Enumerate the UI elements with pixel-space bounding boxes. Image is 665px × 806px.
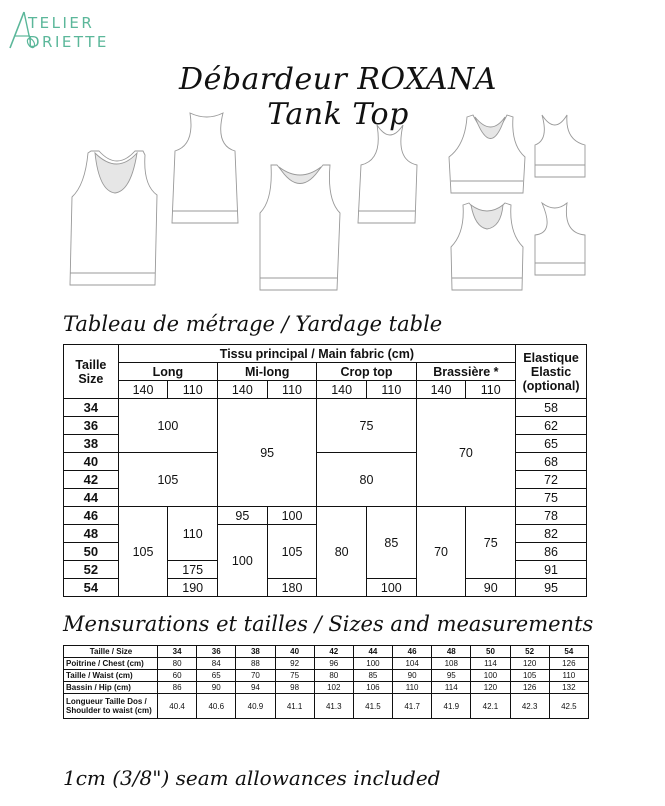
measurements-section-title: Mensurations et tailles / Sizes and measurements	[63, 612, 594, 636]
size-cell: 48	[64, 525, 119, 543]
value-cell: 105	[510, 670, 549, 682]
width-140: 140	[317, 381, 367, 399]
elastic-cell: 82	[516, 525, 587, 543]
yardage-cell: 95	[218, 399, 317, 507]
yardage-table	[63, 344, 587, 597]
size-cell: 36	[64, 417, 119, 435]
width-110: 110	[168, 381, 218, 399]
size-cell: 46	[64, 507, 119, 525]
size-col-header: 48	[432, 646, 471, 658]
value-cell: 41.3	[314, 694, 353, 719]
seam-allowance-note: 1cm (3/8") seam allowances included	[63, 766, 441, 790]
yardage-cell: 180	[267, 579, 317, 597]
yardage-cell: 90	[466, 579, 516, 597]
yardage-cell: 100	[118, 399, 217, 453]
size-col-header: 34	[158, 646, 197, 658]
table-row-hip	[64, 682, 589, 694]
yardage-cell: 110	[168, 507, 218, 561]
value-cell: 90	[393, 670, 432, 682]
elastic-cell: 86	[516, 543, 587, 561]
value-cell: 114	[471, 658, 510, 670]
crop-top-back-illustration	[535, 115, 585, 177]
yardage-cell: 75	[317, 399, 416, 453]
value-cell: 110	[393, 682, 432, 694]
size-col-header: 52	[510, 646, 549, 658]
value-cell: 126	[549, 658, 588, 670]
yardage-cell: 75	[466, 507, 516, 579]
yardage-section-title: Tableau de métrage / Yardage table	[63, 312, 443, 336]
value-cell: 42.5	[549, 694, 588, 719]
crop-top-front-illustration	[449, 115, 525, 193]
yardage-cell: 70	[416, 399, 515, 507]
elastic-cell: 62	[516, 417, 587, 435]
garment-illustrations	[55, 105, 600, 305]
yardage-cell: 105	[118, 507, 168, 597]
value-cell: 40.9	[236, 694, 275, 719]
value-cell: 41.1	[275, 694, 314, 719]
size-header: Taille / Size	[64, 646, 158, 658]
yardage-cell: 190	[168, 579, 218, 597]
yardage-cell: 80	[317, 453, 416, 507]
yardage-cell: 105	[267, 525, 317, 579]
yardage-cell: 105	[118, 453, 217, 507]
logo-text-line1: TELIER	[28, 14, 95, 32]
value-cell: 42.1	[471, 694, 510, 719]
row-label: Longueur Taille Dos / Shoulder to waist (cm)	[64, 694, 158, 719]
value-cell: 40.6	[197, 694, 236, 719]
value-cell: 100	[353, 658, 392, 670]
elastic-cell: 75	[516, 489, 587, 507]
value-cell: 102	[314, 682, 353, 694]
value-cell: 120	[471, 682, 510, 694]
size-col-header: 50	[471, 646, 510, 658]
size-cell: 50	[64, 543, 119, 561]
value-cell: 94	[236, 682, 275, 694]
tank-milong-back-illustration	[358, 125, 417, 223]
size-col-header: 54	[549, 646, 588, 658]
value-cell: 41.7	[393, 694, 432, 719]
value-cell: 85	[353, 670, 392, 682]
elastic-cell: 78	[516, 507, 587, 525]
size-col-header: 40	[275, 646, 314, 658]
tank-long-front-illustration	[70, 151, 157, 285]
group-milong: Mi-long	[218, 363, 317, 381]
width-140: 140	[118, 381, 168, 399]
tank-long-back-illustration	[172, 113, 238, 223]
table-row-waist	[64, 670, 589, 682]
yardage-cell: 100	[218, 525, 268, 597]
value-cell: 41.9	[432, 694, 471, 719]
yardage-cell: 70	[416, 507, 466, 597]
bralette-back-illustration	[535, 203, 585, 275]
width-110: 110	[267, 381, 317, 399]
width-110: 110	[466, 381, 516, 399]
row-label: Poitrine / Chest (cm)	[64, 658, 158, 670]
value-cell: 80	[158, 658, 197, 670]
yardage-cell: 80	[317, 507, 367, 597]
main-fabric-header: Tissu principal / Main fabric (cm)	[118, 345, 515, 363]
tank-milong-front-illustration	[260, 165, 340, 290]
value-cell: 114	[432, 682, 471, 694]
size-col-header: 42	[314, 646, 353, 658]
width-140: 140	[218, 381, 268, 399]
value-cell: 65	[197, 670, 236, 682]
brand-logo	[6, 10, 126, 50]
yardage-cell: 175	[168, 561, 218, 579]
value-cell: 96	[314, 658, 353, 670]
elastic-cell: 72	[516, 471, 587, 489]
value-cell: 80	[314, 670, 353, 682]
size-cell: 40	[64, 453, 119, 471]
size-col-header: 36	[197, 646, 236, 658]
width-140: 140	[416, 381, 466, 399]
elastic-cell: 91	[516, 561, 587, 579]
size-col-header: 46	[393, 646, 432, 658]
value-cell: 41.5	[353, 694, 392, 719]
page-title: Débardeur ROXANA Tank Top	[179, 62, 497, 132]
elastic-cell: 65	[516, 435, 587, 453]
size-header: Taille Size	[64, 345, 119, 399]
elastic-cell: 95	[516, 579, 587, 597]
yardage-cell: 100	[367, 579, 417, 597]
group-long: Long	[118, 363, 217, 381]
value-cell: 40.4	[158, 694, 197, 719]
measurements-table	[63, 645, 589, 719]
logo-text-line2: DRIETTE	[28, 33, 109, 51]
value-cell: 42.3	[510, 694, 549, 719]
value-cell: 60	[158, 670, 197, 682]
value-cell: 120	[510, 658, 549, 670]
bralette-front-illustration	[451, 203, 523, 290]
value-cell: 90	[197, 682, 236, 694]
size-cell: 42	[64, 471, 119, 489]
size-cell: 54	[64, 579, 119, 597]
value-cell: 108	[432, 658, 471, 670]
table-row-shoulder-to-waist	[64, 694, 589, 719]
yardage-cell: 100	[267, 507, 317, 525]
value-cell: 104	[393, 658, 432, 670]
value-cell: 95	[432, 670, 471, 682]
yardage-cell: 85	[367, 507, 417, 579]
value-cell: 132	[549, 682, 588, 694]
elastic-cell: 68	[516, 453, 587, 471]
yardage-cell: 95	[218, 507, 268, 525]
row-label: Taille / Waist (cm)	[64, 670, 158, 682]
value-cell: 100	[471, 670, 510, 682]
value-cell: 75	[275, 670, 314, 682]
elastic-header: Elastique Elastic (optional)	[516, 345, 587, 399]
width-110: 110	[367, 381, 417, 399]
value-cell: 84	[197, 658, 236, 670]
value-cell: 106	[353, 682, 392, 694]
table-row-chest	[64, 658, 589, 670]
size-cell: 44	[64, 489, 119, 507]
elastic-cell: 58	[516, 399, 587, 417]
row-label: Bassin / Hip (cm)	[64, 682, 158, 694]
size-cell: 34	[64, 399, 119, 417]
size-col-header: 38	[236, 646, 275, 658]
value-cell: 70	[236, 670, 275, 682]
group-crop: Crop top	[317, 363, 416, 381]
size-col-header: 44	[353, 646, 392, 658]
group-bra: Brassière *	[416, 363, 515, 381]
value-cell: 110	[549, 670, 588, 682]
value-cell: 86	[158, 682, 197, 694]
value-cell: 126	[510, 682, 549, 694]
size-cell: 38	[64, 435, 119, 453]
size-cell: 52	[64, 561, 119, 579]
value-cell: 98	[275, 682, 314, 694]
value-cell: 88	[236, 658, 275, 670]
value-cell: 92	[275, 658, 314, 670]
